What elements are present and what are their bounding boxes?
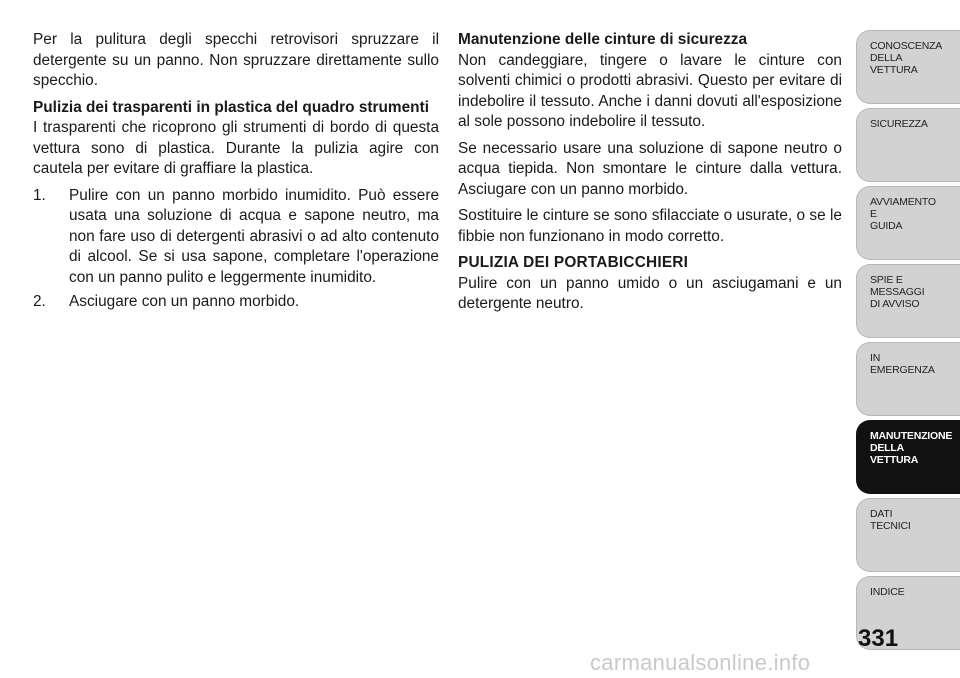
tab-avviamento-guida[interactable] bbox=[856, 186, 960, 260]
tab-sicurezza[interactable] bbox=[856, 108, 960, 182]
tab-label: INDICE bbox=[870, 586, 905, 598]
tab-label: AVVIAMENTO E GUIDA bbox=[870, 196, 936, 232]
step-text: Pulire con un panno morbido inumidito. Può essere usata una soluzione di acqua e sapone neutro, ma non fare uso di detergenti abrasivi o ad alto contenuto di alcool. Se si usa sapone, completare l'operazione con un panno pulito e leggermente inumidito. bbox=[69, 186, 439, 286]
tab-conoscenza-vettura[interactable] bbox=[856, 30, 960, 104]
tab-label: MANUTENZIONE DELLA VETTURA bbox=[870, 430, 953, 466]
steps-list bbox=[33, 186, 439, 313]
step-text: Asciugare con un panno morbido. bbox=[69, 293, 300, 310]
tab-in-emergenza[interactable] bbox=[856, 342, 960, 416]
cupholder-paragraph: Pulire con un panno umido o un asciugamani e un detergente neutro. bbox=[458, 274, 842, 312]
tab-label: IN EMERGENZA bbox=[870, 352, 935, 376]
step-number: 1. bbox=[33, 186, 46, 204]
belts-heading: Manutenzione delle cinture di sicurezza bbox=[458, 31, 748, 48]
tab-label: SPIE E MESSAGGI DI AVVISO bbox=[870, 274, 925, 310]
section-paragraph: I trasparenti che ricoprono gli strumenti di bordo di questa vettura sono di plastica. Durante la pulizia agire con cautela per evitare di graffiare la plastica. bbox=[33, 119, 439, 177]
page-number: 331 bbox=[858, 625, 899, 652]
right-column bbox=[458, 30, 842, 321]
tab-dati-tecnici[interactable] bbox=[856, 498, 960, 572]
step-item bbox=[33, 186, 439, 289]
chapter-tabs bbox=[856, 30, 960, 654]
intro-paragraph: Per la pulitura degli specchi retrovisori spruzzare il detergente su un panno. Non spruzzare direttamente sullo specchio. bbox=[33, 31, 439, 89]
belts-paragraph-3: Sostituire le cinture se sono sfilacciate o usurate, o se le fibbie non funzionano in modo corretto. bbox=[458, 207, 842, 245]
watermark: carmanualsonline.info bbox=[590, 650, 811, 675]
section-heading-plastic-lenses: Pulizia dei trasparenti in plastica del quadro strumenti bbox=[33, 98, 429, 116]
cupholder-heading: PULIZIA DEI PORTABICCHIERI bbox=[458, 254, 689, 271]
step-item bbox=[33, 292, 439, 313]
tab-label: SICUREZZA bbox=[870, 118, 928, 130]
tab-manutenzione-vettura[interactable] bbox=[856, 420, 960, 494]
step-number: 2. bbox=[33, 293, 46, 310]
belts-paragraph-1: Non candeggiare, tingere o lavare le cinture con solventi chimici o prodotti abrasivi. Questo per evitare di indebolire il tessuto. Anche i danni dovuti all'esposizione al sole possono indebolire il tessuto. bbox=[458, 51, 842, 130]
left-column bbox=[33, 30, 439, 317]
belts-paragraph-2: Se necessario usare una soluzione di sapone neutro o acqua tiepida. Non smontare le cinture dalla vettura. Asciugare con un panno morbido. bbox=[458, 139, 842, 198]
tab-spie-messaggi[interactable] bbox=[856, 264, 960, 338]
tab-label: CONOSCENZA DELLA VETTURA bbox=[870, 40, 943, 76]
tab-label: DATI TECNICI bbox=[870, 508, 911, 532]
